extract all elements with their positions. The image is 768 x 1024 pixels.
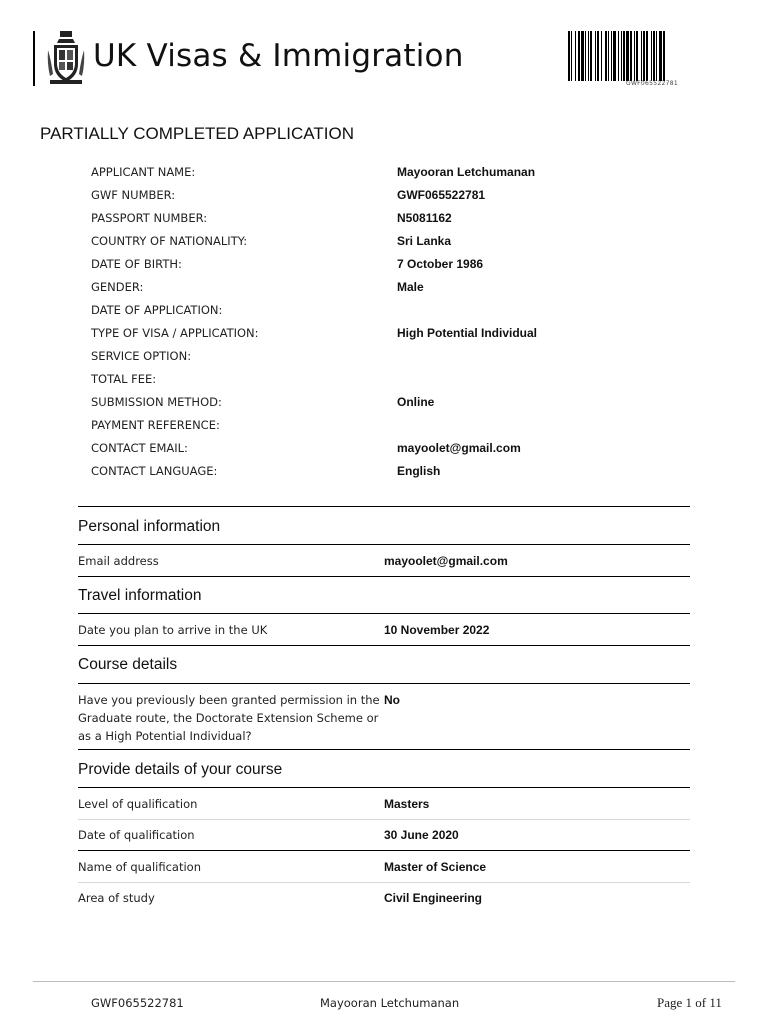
field-label-arrival-date: Date you plan to arrive in the UK [78,623,268,637]
header-divider [33,31,35,86]
summary-label: GENDER: [91,280,144,294]
summary-value: Mayooran Letchumanan [397,165,536,179]
summary-value: Online [397,395,435,409]
field-value-previous-permission: No [384,693,400,707]
summary-value: High Potential Individual [397,326,538,340]
field-value-qualification-date: 30 June 2020 [384,828,459,842]
document-title: PARTIALLY COMPLETED APPLICATION [40,124,354,143]
footer-applicant-name: Mayooran Letchumanan [320,996,460,1010]
summary-value: mayoolet@gmail.com [397,441,521,455]
field-value-qualification-name: Master of Science [384,860,487,874]
section-heading-course-details: Provide details of your course [78,761,283,778]
field-label-qualification-level: Level of qualification [78,797,198,811]
summary-value: Male [397,280,424,294]
summary-value: GWF065522781 [397,188,486,202]
summary-label: CONTACT EMAIL: [91,441,188,455]
summary-label: DATE OF APPLICATION: [91,303,223,317]
section-divider [78,645,690,646]
row-divider [78,850,690,851]
field-label-email: Email address [78,554,159,568]
section-heading-travel: Travel information [78,587,202,604]
summary-value: English [397,464,441,478]
summary-label: PASSPORT NUMBER: [91,211,208,225]
section-heading-personal: Personal information [78,518,221,535]
summary-label: GWF NUMBER: [91,188,176,202]
field-value-arrival-date: 10 November 2022 [384,623,490,637]
barcode [568,31,736,81]
summary-label: CONTACT LANGUAGE: [91,464,218,478]
section-divider [78,749,690,750]
summary-label: DATE OF BIRTH: [91,257,182,271]
section-divider [78,613,690,614]
field-label-area-of-study: Area of study [78,891,155,905]
summary-label: PAYMENT REFERENCE: [91,418,220,432]
agency-name: UK Visas & Immigration [93,38,464,74]
footer-divider [33,981,735,982]
summary-value: N5081162 [397,211,452,225]
row-divider [78,882,690,883]
section-divider [78,683,690,684]
summary-value: Sri Lanka [397,234,452,248]
summary-label: SERVICE OPTION: [91,349,192,363]
page-number: Page 1 of 11 [657,995,722,1010]
field-value-qualification-level: Masters [384,797,430,811]
summary-label: TYPE OF VISA / APPLICATION: [91,326,259,340]
section-heading-course: Course details [78,656,178,673]
section-divider [78,787,690,788]
summary-label: APPLICANT NAME: [91,165,196,179]
summary-label: COUNTRY OF NATIONALITY: [91,234,248,248]
row-divider [78,819,690,820]
summary-label: TOTAL FEE: [91,372,157,386]
footer-reference: GWF065522781 [91,996,184,1010]
royal-crest-icon [46,30,86,86]
section-divider [78,544,690,545]
field-label-qualification-name: Name of qualification [78,860,201,874]
field-label-qualification-date: Date of qualification [78,828,195,842]
field-value-email: mayoolet@gmail.com [384,554,508,568]
field-value-area-of-study: Civil Engineering [384,891,483,905]
summary-label: SUBMISSION METHOD: [91,395,222,409]
barcode-number: GWF065522781 [626,80,678,87]
section-divider [78,576,690,577]
field-label-previous-permission: Have you previously been granted permission in the Graduate route, the Doctorate Extension Scheme or as a High Potential Individual? [78,693,380,743]
section-divider [78,506,690,507]
summary-value: 7 October 1986 [397,257,484,271]
